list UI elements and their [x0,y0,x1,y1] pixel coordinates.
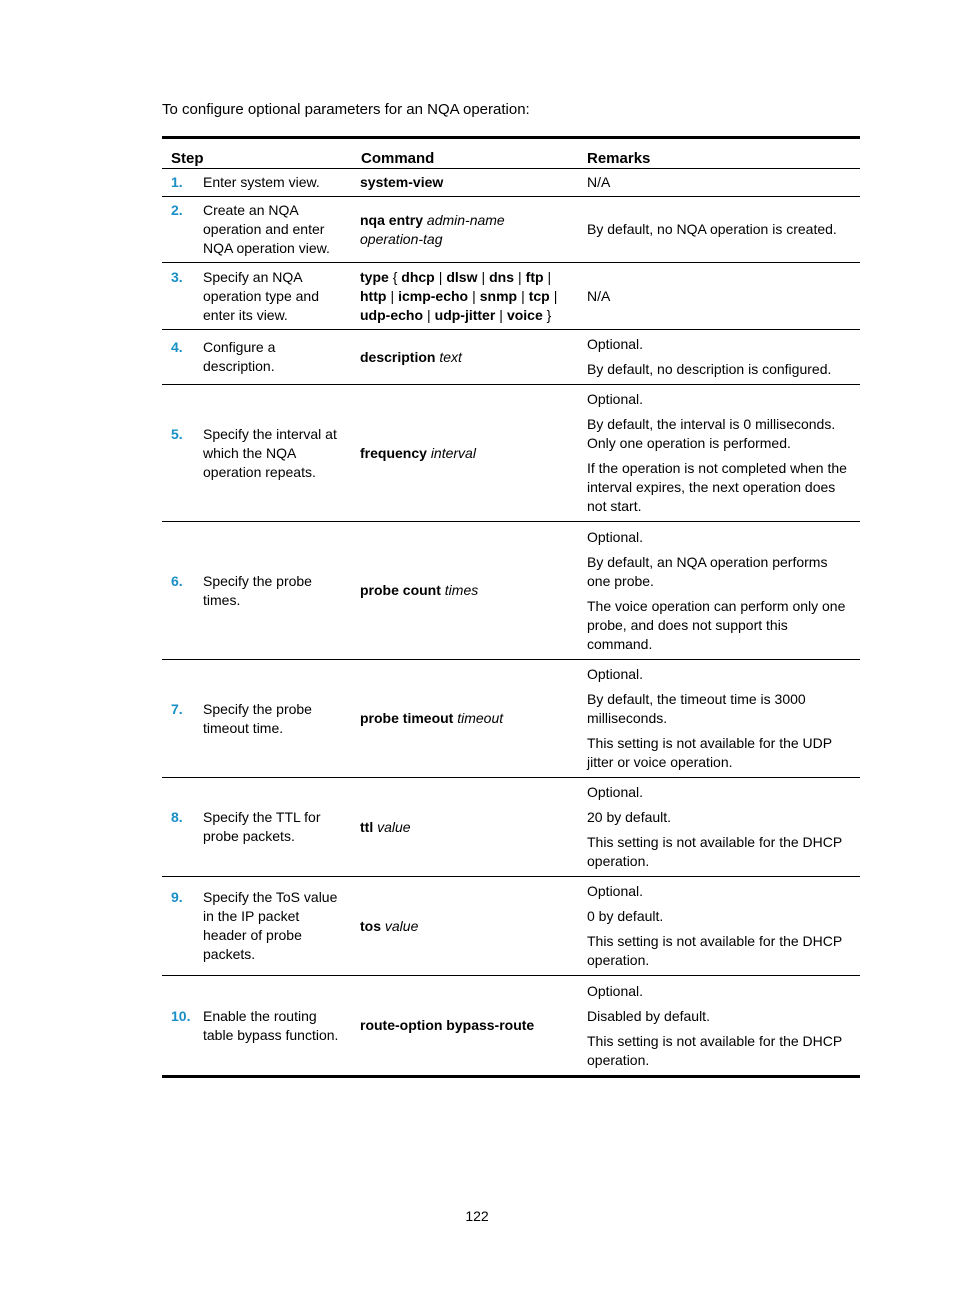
remark-text: This setting is not available for the DHCP operation. [587,834,842,869]
separator-bar: | [390,287,395,304]
step-text: Specify the interval at which the NQA operation repeats. [203,425,337,480]
remark-text: By default, the interval is 0 milliseconds. Only one operation is performed. [587,416,836,451]
remark-text: By default, no NQA operation is created. [587,221,837,237]
step-text: Enter system view. [203,174,320,190]
remark-text: If the operation is not completed when the interval expires, the next operation does not start. [587,460,847,514]
step-cell [162,778,352,877]
step-cell [162,660,352,778]
remark-text: Optional. [587,883,644,899]
remark-text: Optional. [587,391,644,407]
open-brace: { [392,268,398,285]
step-number: 1. [171,174,183,190]
command-keyword: probe timeout [360,710,454,726]
step-number: 9. [171,889,183,905]
table-row [162,660,860,778]
step-text: Create an NQA operation and enter NQA operation view. [203,202,330,256]
step-cell [162,197,352,263]
step-number: 3. [171,268,183,285]
command-keyword: nqa entry [360,211,424,228]
step-text: Configure a description. [203,339,276,374]
separator-bar: | [472,287,476,304]
command-option: ftp [525,268,544,285]
table-row [162,778,860,877]
remarks-cell [579,877,860,976]
remarks-cell [579,660,860,778]
table-row [162,522,860,660]
step-cell [162,263,352,330]
command-argument: timeout [457,710,504,726]
command-keyword: probe count [360,582,441,598]
command-option: udp-jitter [434,306,496,323]
remarks-cell [579,169,860,197]
header-remarks: Remarks [579,138,860,169]
remark-text: Optional. [587,666,644,682]
command-keyword: type [360,268,389,285]
remark-text: 0 by default. [587,908,664,924]
command-keyword: tos [360,917,381,934]
header-command: Command [352,138,579,169]
command-cell [352,877,579,976]
remark-text: 20 by default. [587,809,672,825]
command-argument: text [439,348,462,365]
table-row [162,330,860,385]
step-cell [162,877,352,976]
command-cell [352,330,579,385]
step-text: Specify the probe times. [203,572,312,608]
intro-text: To configure optional parameters for an NQA operation: [162,101,530,118]
header-step: Step [162,138,352,169]
close-brace: } [546,306,552,323]
command-option: http [360,287,387,304]
command-cell [352,263,579,330]
command-option: tcp [528,287,550,304]
command-cell [352,778,579,877]
step-number: 6. [171,572,183,589]
separator-bar: | [518,268,522,285]
step-cell [162,169,352,197]
remarks-cell [579,330,860,385]
command-cell [352,385,579,522]
step-cell [162,976,352,1077]
step-number: 4. [171,339,183,355]
table-row [162,385,860,522]
remark-text: Disabled by default. [587,1007,710,1024]
remark-text: This setting is not available for the DHCP operation. [587,933,842,968]
separator-bar: | [521,287,525,304]
command-keyword: system-view [360,174,444,190]
step-cell [162,385,352,522]
table-header-row [162,138,860,169]
remark-text: This setting is not available for the UDP jitter or voice operation. [587,735,832,770]
command-argument: value [384,917,419,934]
step-text: Specify the TTL for probe packets. [203,809,321,844]
table-row [162,976,860,1077]
step-number: 5. [171,425,183,442]
remark-text: N/A [587,287,611,304]
command-argument: operation-tag [360,230,443,247]
separator-bar: | [553,287,558,304]
command-keyword: description [360,348,436,365]
step-text: Enable the routing table bypass function. [203,1007,339,1043]
remarks-cell [579,263,860,330]
command-keyword: frequency [360,444,427,461]
command-cell [352,522,579,660]
command-argument: interval [430,444,476,461]
command-cell [352,169,579,197]
remark-text: Optional. [587,982,644,999]
separator-bar: | [427,306,431,323]
command-cell [352,660,579,778]
command-keyword: ttl [360,818,374,835]
step-number: 7. [171,700,183,717]
remark-text: Optional. [587,336,644,352]
remarks-cell [579,976,860,1077]
command-argument: admin-name [426,211,505,228]
remark-text: The voice operation can perform only one probe, and does not support this command. [587,597,846,652]
command-cell [352,976,579,1077]
separator-bar: | [547,268,552,285]
page-number: 122 [465,1208,489,1224]
separator-bar: | [438,268,443,285]
nqa-optional-params-table [162,136,860,1078]
command-option: voice [506,306,543,323]
command-option: udp-echo [360,306,423,323]
step-text: Specify the ToS value in the IP packet header of probe packets. [203,889,338,962]
remarks-cell [579,778,860,877]
table-row [162,263,860,330]
remark-text: Optional. [587,784,644,800]
command-argument: value [377,818,411,835]
command-option: dlsw [446,268,478,285]
table-row [162,169,860,197]
remark-text: N/A [587,174,611,190]
table-row [162,197,860,263]
step-text: Specify an NQA operation type and enter its view. [203,268,319,323]
remarks-cell [579,385,860,522]
command-option: snmp [479,287,518,304]
remark-text: This setting is not available for the DHCP operation. [587,1032,842,1068]
step-number: 2. [171,202,183,218]
separator-bar: | [499,306,503,323]
step-number: 8. [171,809,183,825]
separator-bar: | [481,268,486,285]
step-text: Specify the probe timeout time. [203,700,312,736]
command-cell [352,197,579,263]
command-option: dhcp [401,268,435,285]
step-number: 10. [171,1007,191,1024]
command-argument: times [444,582,479,598]
remark-text: Optional. [587,528,644,545]
command-keyword: route-option bypass-route [360,1017,535,1033]
table-row [162,877,860,976]
remark-text: By default, an NQA operation performs one probe. [587,553,828,589]
remark-text: By default, the timeout time is 3000 milliseconds. [587,691,806,726]
remarks-cell [579,197,860,263]
step-cell [162,522,352,660]
remark-text: By default, no description is configured. [587,361,832,377]
command-option: dns [489,268,515,285]
remarks-cell [579,522,860,660]
command-option: icmp-echo [398,287,469,304]
step-cell [162,330,352,385]
